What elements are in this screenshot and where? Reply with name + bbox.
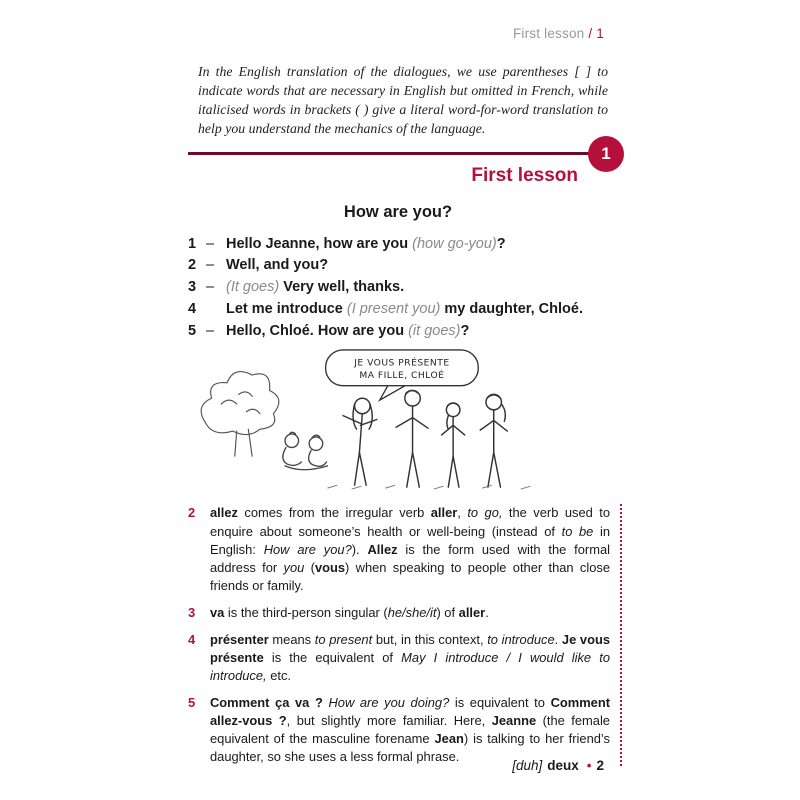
page-content — [188, 48, 611, 775]
note-text: va is the third-person singular (he/she/it) of aller. — [210, 604, 489, 620]
standing-figures — [343, 391, 507, 488]
dialogue-text: Hello Jeanne, how are you (how go-you)? — [226, 235, 506, 252]
dialogue-line — [188, 255, 608, 277]
dialogue-section — [188, 234, 608, 343]
dialogue-text: (It goes) Very well, thanks. — [226, 279, 405, 296]
dialogue-line — [188, 299, 608, 321]
header-page-number: / 1 — [588, 26, 604, 41]
dialogue-text: Hello, Chloé. How are you (it goes)? — [226, 322, 470, 339]
footer-phonetic: [duh] — [512, 758, 543, 773]
dialogue-title: How are you? — [343, 202, 453, 221]
dialogue-text: Let me introduce (I present you) my daughter, Chloé. — [226, 300, 583, 317]
footer-page-number: 2 — [596, 758, 604, 773]
page-footer — [512, 758, 604, 773]
speech-bubble-line2: MA FILLE, CHLOÉ — [359, 370, 445, 382]
speech-bubble-line1: JE VOUS PRÉSENTE — [354, 357, 450, 369]
dialogue-number: 3 — [188, 279, 197, 296]
dialogue-text: Well, and you? — [226, 257, 329, 274]
seated-figures — [283, 433, 328, 470]
tree-foliage — [201, 372, 279, 457]
dialogue-number: 2 — [188, 257, 197, 274]
note-item — [188, 631, 610, 685]
section-rule — [188, 143, 611, 163]
lesson-title: First lesson — [471, 164, 578, 186]
note-text: présenter means to present but, in this context, to introduce. Je vous présente is the equivalent of May I introduce / I would like to introduce, etc. — [210, 631, 610, 683]
lesson-number-badge: 1 — [588, 136, 624, 172]
dialogue-line — [188, 277, 608, 299]
illustration — [192, 348, 608, 496]
footer-word: deux — [547, 758, 579, 773]
note-item — [188, 604, 610, 622]
dialogue-dash: – — [206, 322, 215, 339]
footer-bullet: • — [586, 758, 592, 773]
note-number: 2 — [188, 505, 196, 521]
page-header — [513, 26, 604, 41]
dialogue-line — [188, 321, 608, 343]
note-number: 5 — [188, 695, 196, 711]
dialogue-number: 4 — [188, 300, 197, 317]
cartoon-illustration — [192, 348, 608, 491]
note-item — [188, 504, 610, 594]
header-lesson-title: First lesson — [512, 26, 585, 41]
dialogue-dash: – — [206, 257, 215, 274]
dialogue-dash — [206, 299, 226, 321]
note-text: Comment ça va ? How are you doing? is equivalent to Comment allez-vous ?, but slightly more familiar. Here, Jeanne (the female equivalent of the masculine forename Jean) is talking to her friend’s daughter, so she uses a less formal phrase. — [210, 695, 611, 765]
speech-bubble — [326, 350, 479, 400]
dialogue-number: 1 — [188, 235, 197, 252]
dialogue-line — [188, 234, 608, 256]
note-number: 4 — [188, 631, 196, 647]
note-number: 3 — [188, 604, 196, 620]
dialogue-number: 5 — [188, 322, 197, 339]
dialogue-dash: – — [206, 279, 215, 296]
note-item — [188, 694, 610, 766]
notes-section — [188, 504, 622, 766]
dialogue-dash: – — [206, 235, 215, 252]
intro-paragraph: In the English translation of the dialogues, we use parentheses [ ] to indicate words that are necessary in English but omitted in French, while italicised words in brackets ( ) give a literal word-for-word translation to help you understand the mechanics of the language. — [198, 63, 608, 136]
note-text: allez comes from the irregular verb aller, to go, the verb used to enquire about someone’s health or well-being (instead of to be in English: How are you?). Allez is the form used with the formal address for you (vous) when speaking to people other than close friends or family. — [210, 505, 610, 593]
